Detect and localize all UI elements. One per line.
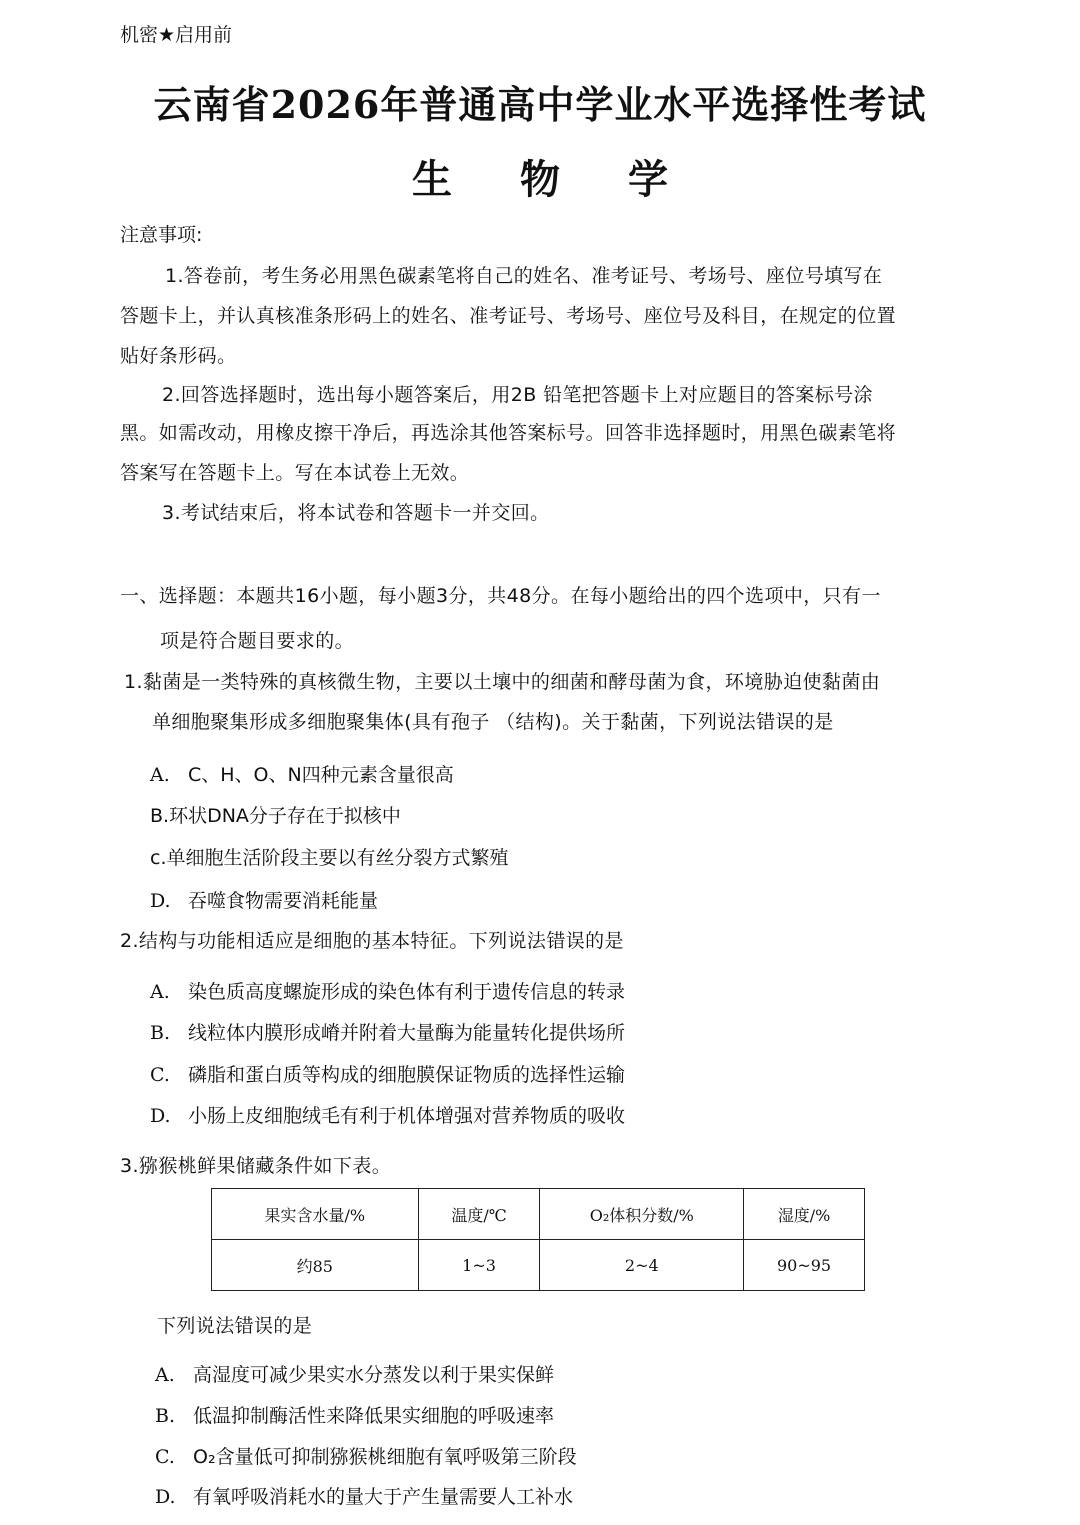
q1-option-c: c.单细胞生活阶段主要以有丝分裂方式繁殖: [150, 847, 509, 869]
option-label: C.: [155, 1446, 175, 1468]
option-text: 染色质高度螺旋形成的染色体有利于遗传信息的转录: [188, 981, 626, 1003]
table-header-cell: 温度/℃: [418, 1189, 540, 1240]
notice-item2-line2: 黑。如需改动，用橡皮擦干净后，再选涂其他答案标号。回答非选择题时，用黑色碳素笔将: [120, 422, 897, 444]
notice-item1-line1: 1.答卷前，考生务必用黑色碳素笔将自己的姓名、准考证号、考场号、座位号填写在: [165, 265, 883, 287]
q1-stem-line1: 1.黏菌是一类特殊的真核微生物，主要以土壤中的细菌和酵母菌为食，环境胁迫使黏菌由: [124, 671, 881, 693]
table-header-cell: O₂体积分数/%: [540, 1189, 744, 1240]
option-text: 高湿度可减少果实水分蒸发以利于果实保鲜: [193, 1364, 555, 1386]
option-label: D.: [150, 890, 171, 912]
option-text: 线粒体内膜形成嵴并附着大量酶为能量转化提供场所: [188, 1022, 626, 1044]
q3-option-d: [155, 1482, 573, 1509]
q2-option-b: [150, 1018, 625, 1045]
q1-option-b: B.环状DNA分子存在于拟核中: [150, 805, 401, 827]
q2-option-d: [150, 1101, 625, 1128]
option-text: 磷脂和蛋白质等构成的细胞膜保证物质的选择性运输: [188, 1064, 626, 1086]
q3-option-c: [155, 1442, 577, 1469]
storage-conditions-table: [211, 1188, 865, 1291]
q2-option-c: [150, 1060, 625, 1087]
q1-option-d: [150, 886, 378, 913]
option-label: A.: [155, 1364, 175, 1386]
option-label: B.: [150, 1022, 171, 1044]
notice-item1-line2: 答题卡上，并认真核准条形码上的姓名、准考证号、考场号、座位号及科目，在规定的位置: [120, 305, 897, 327]
q2-stem: 2.结构与功能相适应是细胞的基本特征。下列说法错误的是: [120, 930, 624, 952]
notice-item2-line3: 答案写在答题卡上。写在本试卷上无效。: [120, 462, 470, 484]
q3-prompt: 下列说法错误的是: [157, 1315, 313, 1337]
notice-item3: 3.考试结束后，将本试卷和答题卡一并交回。: [162, 502, 550, 524]
option-text: 小肠上皮细胞绒毛有利于机体增强对营养物质的吸收: [188, 1105, 626, 1127]
section1-instruction-line1: 一、选择题：本题共16小题，每小题3分，共48分。在每小题给出的四个选项中，只有一: [120, 585, 881, 607]
notice-item1-line3: 贴好条形码。: [120, 345, 237, 367]
q1-option-a: [150, 760, 454, 787]
subject-char: 学: [628, 156, 668, 203]
option-text: 有氧呼吸消耗水的量大于产生量需要人工补水: [193, 1486, 574, 1508]
confidential-mark: 机密★启用前: [120, 24, 233, 46]
option-label: C.: [150, 1064, 170, 1086]
table-header-row: [212, 1189, 865, 1240]
option-label: A.: [150, 981, 170, 1003]
table-cell: 1~3: [418, 1240, 540, 1291]
q3-stem: 3.猕猴桃鲜果储藏条件如下表。: [120, 1155, 392, 1177]
option-label: A.: [150, 764, 170, 786]
section1-instruction-line2: 项是符合题目要求的。: [160, 630, 355, 652]
q2-option-a: [150, 977, 625, 1004]
table-cell: 90~95: [744, 1240, 865, 1291]
option-text: 低温抑制酶活性来降低果实细胞的呼吸速率: [193, 1405, 555, 1427]
notice-heading: 注意事项:: [120, 224, 203, 246]
table-header-cell: 果实含水量/%: [212, 1189, 419, 1240]
q1-stem-line2: 单细胞聚集形成多细胞聚集体(具有孢子 （结构)。关于黏菌，下列说法错误的是: [152, 711, 834, 733]
subject-char: 生: [412, 156, 452, 203]
option-label: D.: [155, 1486, 176, 1508]
option-label: D.: [150, 1105, 171, 1127]
option-text: O₂含量低可抑制猕猴桃细胞有氧呼吸第三阶段: [193, 1446, 577, 1468]
option-label: B.: [155, 1405, 176, 1427]
table-cell: 2~4: [540, 1240, 744, 1291]
table-row: [212, 1240, 865, 1291]
exam-title: 云南省2026年普通高中学业水平选择性考试: [153, 82, 927, 127]
option-text: 吞噬食物需要消耗能量: [188, 890, 379, 912]
q3-option-a: [155, 1360, 554, 1387]
subject-char: 物: [520, 156, 560, 203]
option-text: C、H、O、N四种元素含量很高: [188, 764, 454, 786]
notice-item2-line1: 2.回答选择题时，选出每小题答案后，用2B 铅笔把答题卡上对应题目的答案标号涂: [162, 384, 873, 406]
subject-title: [0, 148, 1080, 205]
q3-option-b: [155, 1401, 554, 1428]
table-cell: 约85: [212, 1240, 419, 1291]
table-header-cell: 湿度/%: [744, 1189, 865, 1240]
